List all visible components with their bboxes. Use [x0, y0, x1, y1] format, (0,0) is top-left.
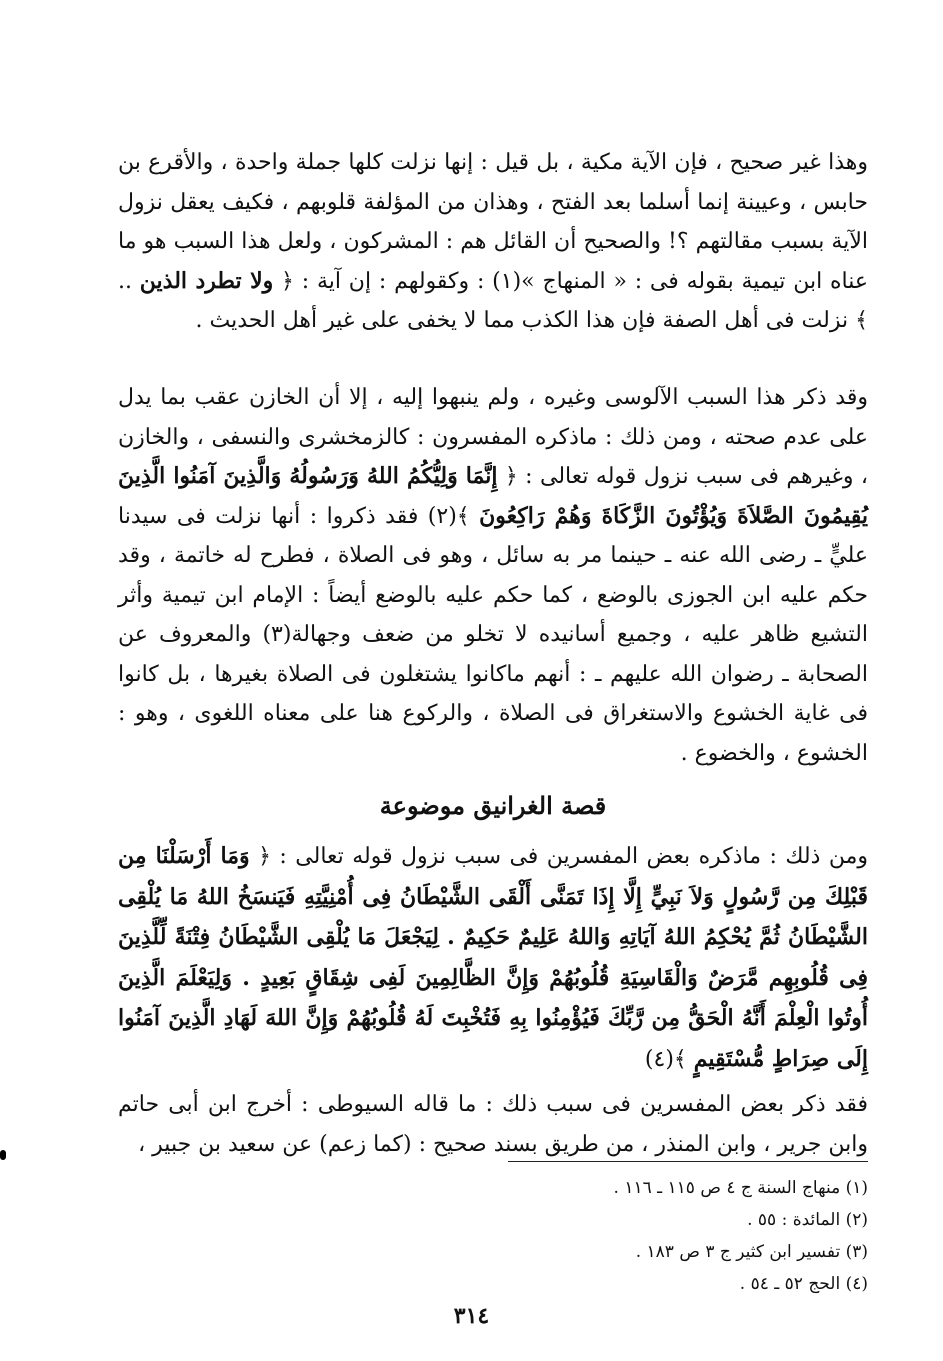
paragraph-3-quran-quote: وَمَا أَرْسَلْنَا مِن قَبْلِكَ مِن رَّسُولٍ وَلاَ نَبِيٍّ إِلَّا إِذَا تَمَنَّى أَلْقَى الشَّيْطَانُ فِى أُمْنِيَّتِهِ فَيَنسَخُ اللهُ مَا يُلْقِى الشَّيْطَانُ ثُمَّ يُحْكِمُ اللهُ آيَاتِهِ وَاللهُ عَلِيمٌ حَكِيمٌ . لِيَجْعَلَ مَا يُلْقِى الشَّيْطَانُ فِتْنَةً لِّلَّذِينَ فِى قُلُوبِهِم مَّرَضٌ وَالْقَاسِيَةِ قُلُوبُهُمْ وَإِنَّ الظَّالِمِينَ لَفِى شِقَاقٍ بَعِيدٍ . وَلِيَعْلَمَ الَّذِينَ أُوتُوا الْعِلْمَ أَنَّهُ الْحَقُّ مِن رَّبِّكَ فَيُؤْمِنُوا بِهِ فَتُخْبِتَ لَهُ قُلُوبُهُمْ وَإِنَّ اللهَ لَهَادِ الَّذِينَ آمَنُوا إِلَى صِرَاطٍ مُّسْتَقِيمٍ — [118, 843, 868, 1072]
footnote-divider — [508, 1161, 868, 1162]
paragraph-3 — [118, 836, 868, 1079]
paragraph-2 — [118, 378, 868, 773]
footnote-3: (٣) تفسير ابن كثير ج ٣ ص ١٨٣ . — [635, 1242, 868, 1262]
page-number: ٣١٤ — [453, 1303, 490, 1329]
paragraph-4: فقد ذكر بعض المفسرين فى سبب ذلك : ما قاله السيوطى : أخرج ابن أبى حاتم وابن جرير ، وابن المنذر ، من طريق بسند صحيح : (كما زعم) عن سعيد بن جبير ، — [118, 1092, 868, 1157]
paragraph-2-quran-quote: إِنَّمَا وَلِيُّكُمُ اللهُ وَرَسُولُهُ وَالَّذِينَ آمَنُوا الَّذِينَ يُقِيمُونَ الصَّلاَةَ وَيُؤْتُونَ الزَّكَاةَ وَهُمْ رَاكِعُونَ — [118, 463, 868, 529]
footnote-1: (١) منهاج السنة ج ٤ ص ١١٥ ـ ١١٦ . — [613, 1178, 868, 1198]
paragraph-1-quran-quote: ولا تطرد الذين — [139, 267, 274, 294]
scan-mark — [0, 1150, 6, 1160]
section-heading: قصة الغرانيق موضوعة — [379, 791, 607, 820]
footnote-4: (٤) الحج ٥٢ ـ ٥٤ . — [739, 1274, 868, 1294]
paragraph-2-text-before: وقد ذكر هذا السبب الآلوسى وغيره ، ولم ينبهوا إليه ، إلا أن الخازن عقب بما يدل على عدم صحته ، ومن ذلك : ماذكره المفسرون : كالزمخشرى والنسفى ، والخازن ، وغيرهم فى سبب نزول قوله تعالى : ﴿ — [118, 385, 868, 489]
paragraph-1-text-before: وهذا غير صحيح ، فإن الآية مكية ، بل قيل : إنها نزلت كلها جملة واحدة ، والأقرع بن حابس ، وعيينة إنما أسلما بعد الفتح ، وهذان من المؤلفة قلوبهم ، فكيف يعقل نزول الآية بسبب مقالتهم ؟! والصحيح أن القائل هم : المشركون ، ولعل هذا السبب هو ما عناه ابن تيمية بقوله فى : « المنهاج »(١) : وكقولهم : إن آية : ﴿ — [118, 150, 869, 294]
paragraph-3-text-after: ﴾(٤) — [644, 1046, 694, 1072]
footnotes — [118, 1172, 868, 1300]
paragraph-2-text-after: ﴾(٢) فقد ذكروا : أنها نزلت فى سيدنا عليٍّ ـ رضى الله عنه ـ حينما مر به سائل ، وهو فى الصلاة ، فطرح له خاتمة ، وقد حكم عليه ابن الجوزى بالوضع ، كما حكم عليه بالوضع أيضاً : الإمام ابن تيمية وأثر التشيع ظاهر عليه ، وجميع أسانيده لا تخلو من ضعف وجهالة(٣) والمعروف عن الصحابة ـ رضوان الله عليهم ـ : أنهم ماكانوا يشتغلون فى الصلاة بغيرها ، بل كانوا فى غاية الخشوع والاستغراق فى الصلاة ، والركوع هنا على معناه اللغوى ، وهو : الخشوع ، والخضوع . — [118, 503, 868, 766]
paragraph-1-text-after: .. ﴾ نزلت فى أهل الصفة فإن هذا الكذب مما لا يخفى على غير أهل الحديث . — [118, 268, 868, 333]
paragraph-3-text-before: ومن ذلك : ماذكره بعض المفسرين فى سبب نزول قوله تعالى : ﴿ — [249, 844, 868, 869]
paragraph-1 — [118, 143, 868, 341]
footnote-2: (٢) المائدة : ٥٥ . — [747, 1210, 868, 1230]
